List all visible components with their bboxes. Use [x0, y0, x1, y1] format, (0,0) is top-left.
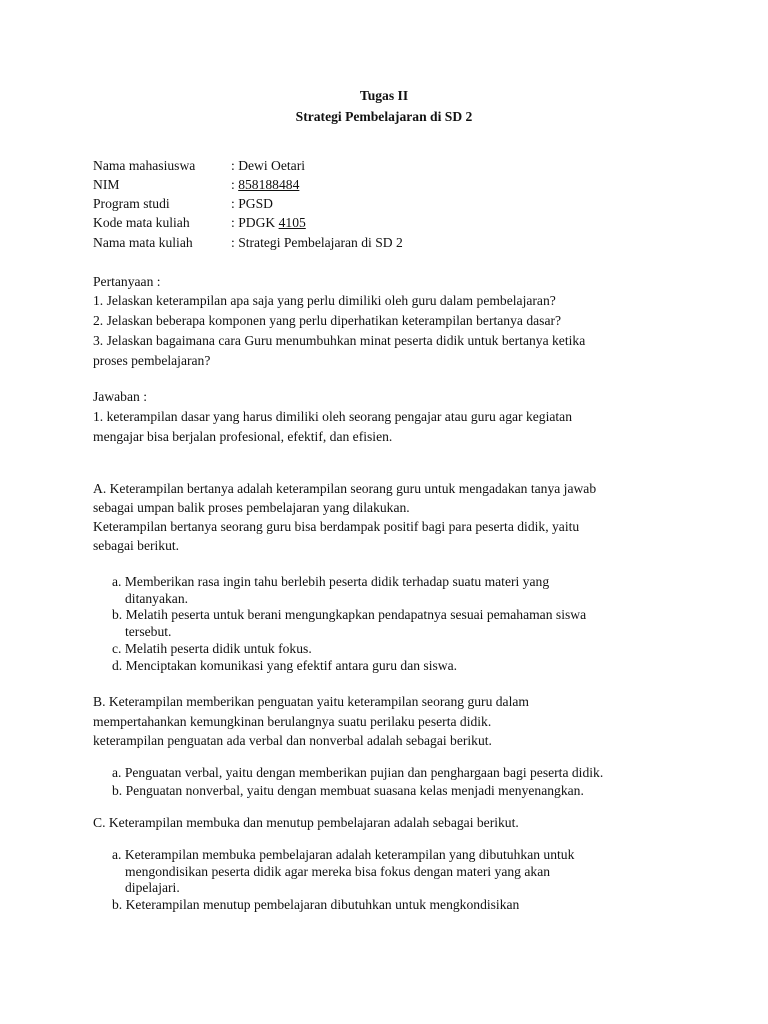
list-item: a. Keterampilan membuka pembelajaran adalah keterampilan yang dibutuhkan untuk — [112, 847, 575, 862]
section-a-line: sebagai umpan balik proses pembelajaran yang dilakukan. — [93, 500, 410, 515]
identity-label: Program studi — [93, 196, 170, 211]
answers-heading: Jawaban : — [93, 389, 147, 404]
identity-value: : PGSD — [231, 196, 273, 211]
question-line: 3. Jelaskan bagaimana cara Guru menumbuhkan minat peserta didik untuk bertanya ketika — [93, 333, 586, 348]
identity-label: Nama mata kuliah — [93, 235, 193, 250]
section-a-line: Keterampilan bertanya seorang guru bisa berdampak positif bagi para peserta didik, yaitu — [93, 519, 580, 534]
identity-value: : 858188484 — [231, 177, 300, 192]
identity-value: : PDGK 4105 — [231, 215, 306, 230]
list-item-continuation: dipelajari. — [125, 880, 180, 895]
identity-label: Kode mata kuliah — [93, 215, 190, 230]
identity-value: : Dewi Oetari — [231, 158, 305, 173]
identity-value: : Strategi Pembelajaran di SD 2 — [231, 235, 403, 250]
list-item-continuation: mengondisikan peserta didik agar mereka bisa fokus dengan materi yang akan — [125, 864, 551, 879]
question-line: 2. Jelaskan beberapa komponen yang perlu diperhatikan keterampilan bertanya dasar? — [93, 313, 562, 328]
list-item-continuation: tersebut. — [125, 624, 172, 639]
section-a-line: sebagai berikut. — [93, 538, 180, 553]
list-item: d. Menciptakan komunikasi yang efektif antara guru dan siswa. — [112, 658, 458, 673]
section-b-line: mempertahankan kemungkinan berulangnya suatu perilaku peserta didik. — [93, 714, 492, 729]
list-item: c. Melatih peserta didik untuk fokus. — [112, 641, 312, 656]
section-a-line: A. Keterampilan bertanya adalah keterampilan seorang guru untuk mengadakan tanya jawab — [93, 481, 597, 496]
list-item: b. Melatih peserta untuk berani mengungkapkan pendapatnya sesuai pemahaman siswa — [112, 607, 587, 622]
list-item: a. Memberikan rasa ingin tahu berlebih peserta didik terhadap suatu materi yang — [112, 574, 550, 589]
list-item: b. Penguatan nonverbal, yaitu dengan membuat suasana kelas menjadi menyenangkan. — [112, 783, 584, 798]
answer-line: mengajar bisa berjalan profesional, efektif, dan efisien. — [93, 429, 393, 444]
section-b-line: B. Keterampilan memberikan penguatan yaitu keterampilan seorang guru dalam — [93, 694, 529, 709]
question-line: 1. Jelaskan keterampilan apa saja yang perlu dimiliki oleh guru dalam pembelajaran? — [93, 293, 556, 308]
list-item-continuation: ditanyakan. — [125, 591, 189, 606]
questions-heading: Pertanyaan : — [93, 274, 161, 289]
section-b-line: keterampilan penguatan ada verbal dan nonverbal adalah sebagai berikut. — [93, 733, 492, 748]
document-subtitle: Strategi Pembelajaran di SD 2 — [295, 109, 473, 124]
question-line: proses pembelajaran? — [93, 353, 211, 368]
identity-label: NIM — [93, 177, 120, 192]
document-title: Tugas II — [359, 88, 409, 103]
list-item: b. Keterampilan menutup pembelajaran dibutuhkan untuk mengkondisikan — [112, 897, 520, 912]
identity-label: Nama mahasiuswa — [93, 158, 196, 173]
section-c-line: C. Keterampilan membuka dan menutup pembelajaran adalah sebagai berikut. — [93, 815, 519, 830]
list-item: a. Penguatan verbal, yaitu dengan memberikan pujian dan penghargaan bagi peserta didik. — [112, 765, 604, 780]
answer-line: 1. keterampilan dasar yang harus dimiliki oleh seorang pengajar atau guru agar kegiatan — [93, 409, 573, 424]
